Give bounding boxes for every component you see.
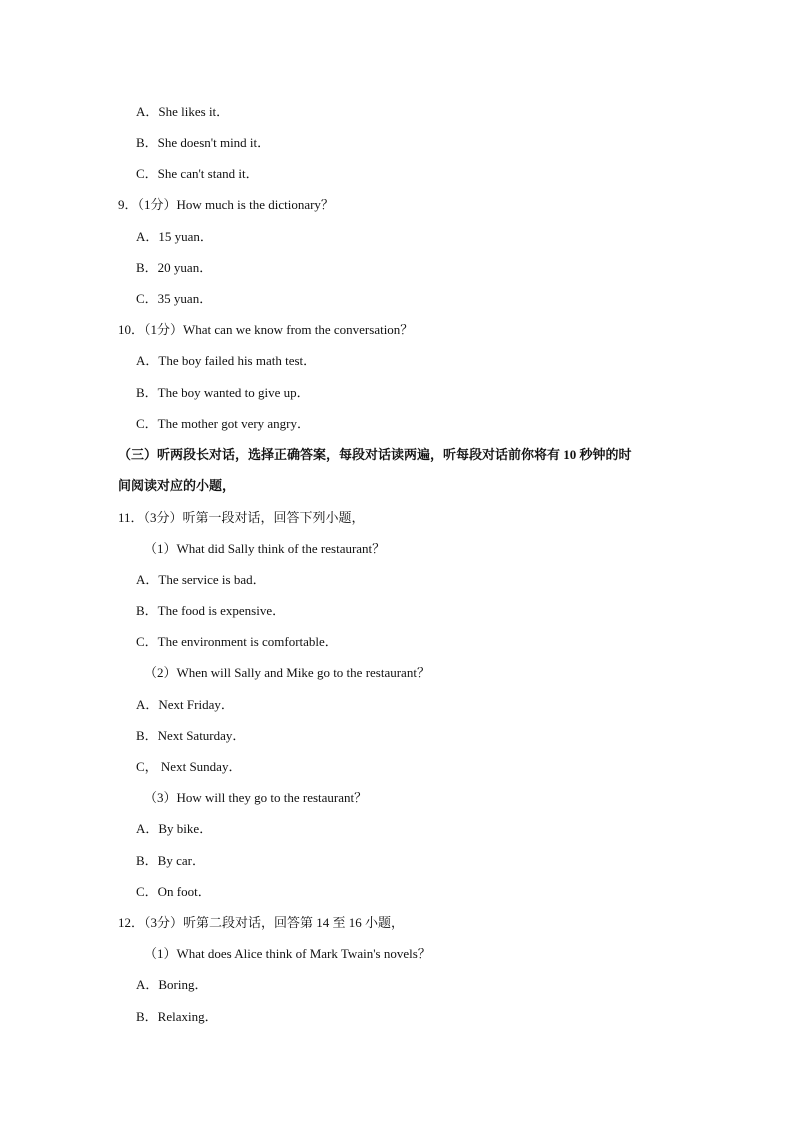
q9-option-a: A．15 yuan． <box>136 229 213 244</box>
q11-sub-3: （3）How will they go to the restaurant？ <box>144 790 368 805</box>
q10-option-a: A．The boy failed his math test． <box>136 353 317 368</box>
q8-option-b: B．She doesn't mind it． <box>136 135 271 150</box>
q11-3-option-b: B．By car． <box>136 853 205 868</box>
q10-option-c: C．The mother got very angry． <box>136 416 311 431</box>
q11-1-option-c: C．The environment is comfortable． <box>136 634 338 649</box>
q11-2-option-c: C， Next Sunday． <box>136 759 242 774</box>
section-3-instructions-cont: 间阅读对应的小题， <box>118 478 236 493</box>
q11-sub-1: （1）What did Sally think of the restaurant？ <box>144 541 386 556</box>
q11-2-option-b: B．Next Saturday． <box>136 728 246 743</box>
section-3-instructions: （三）听两段长对话，选择正确答案，每段对话读两遍，听每段对话前你将有 10 秒钟的时 <box>118 447 632 462</box>
q11-3-option-a: A．By bike． <box>136 821 213 836</box>
q9-option-c: C．35 yuan． <box>136 291 213 306</box>
q11-1-option-b: B．The food is expensive． <box>136 603 286 618</box>
question-10: 10．（1分）What can we know from the conversation？ <box>118 322 414 337</box>
q8-option-c: C．She can't stand it． <box>136 166 259 181</box>
q12-1-option-b: B．Relaxing． <box>136 1009 218 1024</box>
question-12: 12．（3分）听第二段对话，回答第 14 至 16 小题， <box>118 915 405 930</box>
q8-option-a: A．She likes it． <box>136 104 230 119</box>
q9-option-b: B．20 yuan． <box>136 260 213 275</box>
question-9: 9．（1分）How much is the dictionary？ <box>118 197 334 212</box>
q11-2-option-a: A．Next Friday． <box>136 697 234 712</box>
question-11: 11．（3分）听第一段对话，回答下列小题， <box>118 510 365 525</box>
q10-option-b: B．The boy wanted to give up． <box>136 385 310 400</box>
q12-1-option-a: A．Boring． <box>136 977 208 992</box>
q11-3-option-c: C．On foot． <box>136 884 211 899</box>
q11-1-option-a: A．The service is bad． <box>136 572 266 587</box>
q12-sub-1: （1）What does Alice think of Mark Twain's novels？ <box>144 946 431 961</box>
q11-sub-2: （2）When will Sally and Mike go to the restaurant？ <box>144 665 430 680</box>
